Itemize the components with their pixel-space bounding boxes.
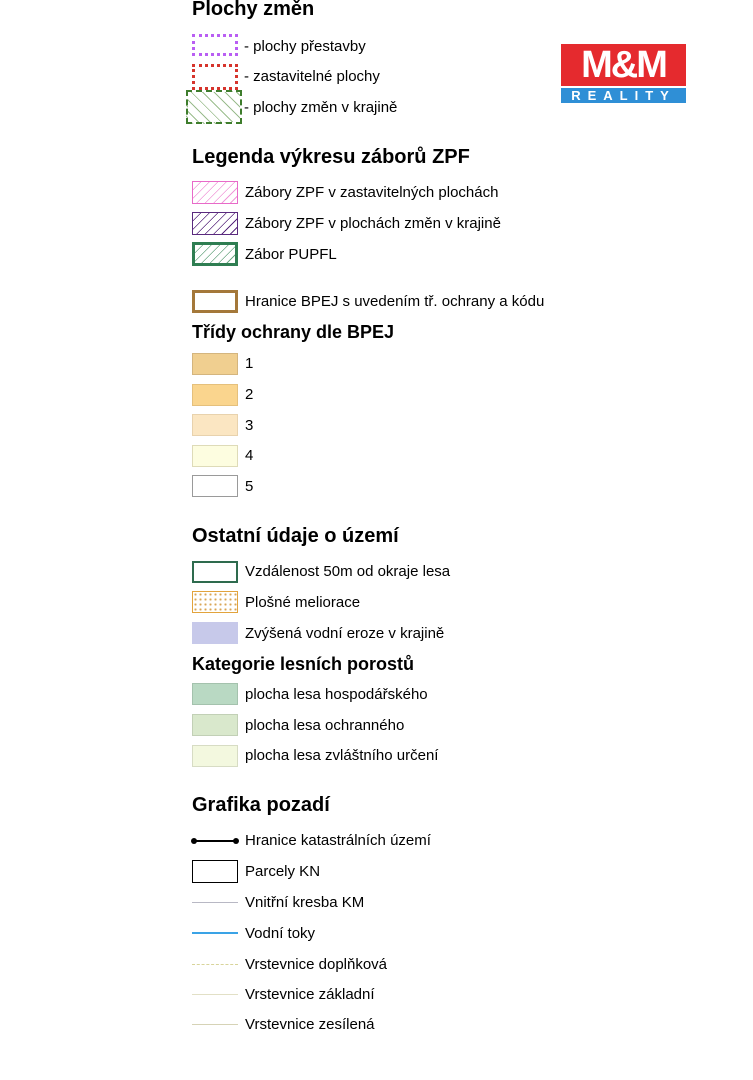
label-hranice-ku: Hranice katastrálních území [245, 832, 431, 849]
swatch-vzdalenost-lesa [192, 561, 238, 583]
swatch-parcely-kn [192, 860, 238, 883]
label-zastavitelne-plochy: - zastavitelné plochy [244, 68, 380, 85]
section-title-lesy: Kategorie lesních porostů [192, 654, 415, 674]
label-bpej-4: 4 [245, 447, 254, 464]
section-title-bpej: Třídy ochrany dle BPEJ [192, 322, 395, 342]
label-vzdalenost-lesa: Vzdálenost 50m od okraje lesa [245, 563, 451, 580]
swatch-bpej-4 [192, 445, 238, 467]
label-hranice-bpej: Hranice BPEJ s uvedením tř. ochrany a kódu [245, 293, 545, 310]
symbol-vnitrni-kresba [192, 902, 238, 903]
label-plochy-prestavby: - plochy přestavby [244, 38, 366, 55]
logo-mark: M&M [561, 44, 686, 86]
label-parcely-kn: Parcely KN [245, 863, 321, 880]
logo-wordmark: REALITY [561, 88, 686, 103]
label-bpej-3: 3 [245, 417, 254, 434]
swatch-zabory-krajina [192, 212, 238, 235]
swatch-vodni-eroze [192, 622, 238, 644]
swatch-les-ochranny [192, 714, 238, 736]
swatch-hranice-bpej [192, 290, 238, 313]
section-title-ostatni: Ostatní údaje o území [192, 525, 399, 547]
swatch-plochy-prestavby [192, 34, 238, 56]
label-bpej-1: 1 [245, 355, 254, 372]
section-title-plochy-zmen: Plochy změn [192, 0, 315, 20]
label-les-hospodarsky: plocha lesa hospodářského [245, 686, 428, 703]
swatch-plochy-zmen-v-krajine [186, 90, 242, 124]
label-vodni-eroze: Zvýšená vodní eroze v krajině [245, 625, 445, 642]
swatch-bpej-3 [192, 414, 238, 436]
label-vodni-toky: Vodní toky [245, 925, 316, 942]
symbol-vrstevnice-doplnkova [192, 964, 238, 965]
symbol-vodni-toky [192, 932, 238, 934]
symbol-vrstevnice-zesilena [192, 1024, 238, 1025]
label-les-ochranny: plocha lesa ochranného [245, 717, 405, 734]
swatch-plosne-meliorace [192, 591, 238, 613]
label-bpej-5: 5 [245, 478, 254, 495]
swatch-bpej-1 [192, 353, 238, 375]
label-vrstevnice-doplnkova: Vrstevnice doplňková [245, 956, 388, 973]
label-plochy-zmen-v-krajine: - plochy změn v krajině [244, 99, 398, 116]
section-title-zabory-zpf: Legenda výkresu záborů ZPF [192, 146, 470, 168]
label-zabory-zastavitelne: Zábory ZPF v zastavitelných plochách [245, 184, 499, 201]
label-zabory-krajina: Zábory ZPF v plochách změn v krajině [245, 215, 501, 232]
section-title-grafika: Grafika pozadí [192, 794, 330, 816]
label-vnitrni-kresba: Vnitřní kresba KM [245, 894, 365, 911]
label-bpej-2: 2 [245, 386, 254, 403]
swatch-zastavitelne-plochy [192, 64, 238, 90]
mm-reality-logo [561, 44, 686, 103]
label-vrstevnice-zakladni: Vrstevnice základní [245, 986, 375, 1003]
label-vrstevnice-zesilena: Vrstevnice zesílená [245, 1016, 375, 1033]
swatch-zabor-pupfl [192, 242, 238, 266]
swatch-zabory-zastavitelne [192, 181, 238, 204]
swatch-les-hospodarsky [192, 683, 238, 705]
swatch-les-zvlastni [192, 745, 238, 767]
symbol-vrstevnice-zakladni [192, 994, 238, 995]
label-les-zvlastni: plocha lesa zvláštního určení [245, 747, 439, 764]
symbol-hranice-ku [191, 836, 239, 846]
swatch-bpej-2 [192, 384, 238, 406]
label-zabor-pupfl: Zábor PUPFL [245, 246, 337, 263]
swatch-bpej-5 [192, 475, 238, 497]
label-plosne-meliorace: Plošné meliorace [245, 594, 361, 611]
